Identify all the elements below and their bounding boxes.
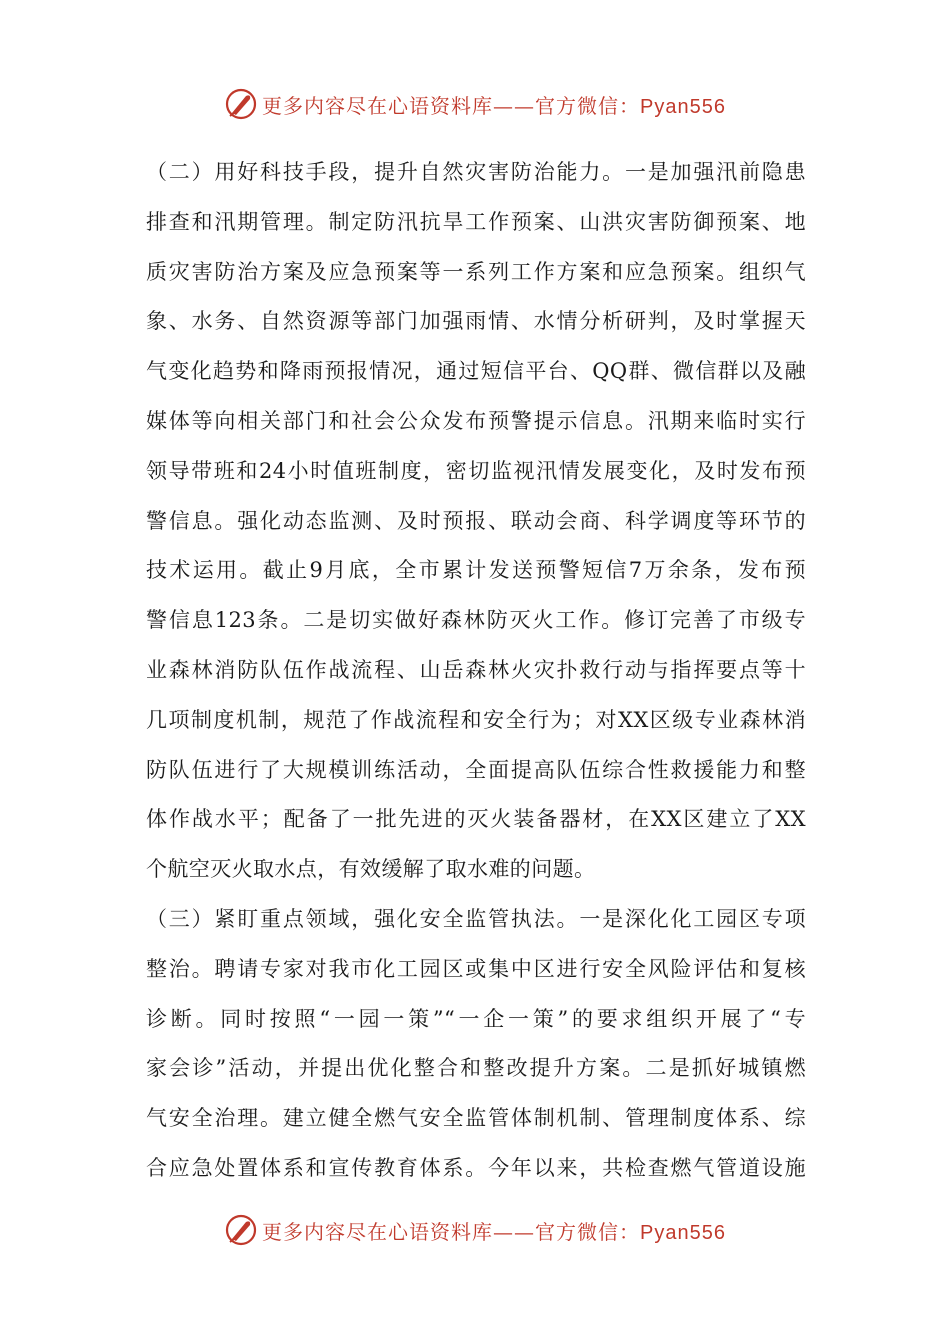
header-watermark-banner (0, 84, 950, 124)
body-line: 整治。聘请专家对我市化工园区或集中区进行安全风险评估和复核 (146, 956, 806, 981)
footer-wechat-id: Pyan556 (640, 1221, 726, 1244)
body-line: 体作战水平；配备了一批先进的灭火装备器材，在XX区建立了XX (146, 807, 806, 832)
body-line: 气变化趋势和降雨预报情况，通过短信平台、QQ群、微信群以及融 (146, 359, 806, 384)
body-line: （二）用好科技手段，提升自然灾害防治能力。一是加强汛前隐患 (146, 160, 806, 184)
footer-dash: —— (493, 1219, 536, 1244)
footer-watermark-banner (0, 1210, 950, 1250)
header-wechat-id: Pyan556 (640, 95, 726, 118)
body-line: 业森林消防队伍作战流程、山岳森林火灾扑救行动与指挥要点等十 (146, 657, 806, 682)
body-line: 象、水务、自然资源等部门加强雨情、水情分析研判，及时掌握天 (146, 309, 806, 334)
body-line: 警信息。强化动态监测、及时预报、联动会商、科学调度等环节的 (146, 508, 806, 533)
body-line: 技术运用。截止9月底，全市累计发送预警短信7万余条，发布预 (146, 558, 806, 583)
body-line: 几项制度机制，规范了作战流程和安全行为；对XX区级专业森林消 (146, 707, 806, 732)
header-banner-text (262, 90, 726, 119)
footer-site-name: 更多内容尽在心语资料库 (262, 1219, 494, 1244)
quill-logo-icon (224, 87, 258, 121)
header-wechat-label: 官方微信： (535, 93, 641, 118)
body-line: 警信息123条。二是切实做好森林防灭火工作。修订完善了市级专 (146, 608, 806, 633)
body-line: 媒体等向相关部门和社会公众发布预警提示信息。汛期来临时实行 (146, 408, 806, 433)
footer-wechat-label: 官方微信： (535, 1219, 641, 1244)
body-line: 合应急处置体系和宣传教育体系。今年以来，共检查燃气管道设施 (146, 1155, 806, 1180)
body-line: 气安全治理。建立健全燃气安全监管体制机制、管理制度体系、综 (146, 1106, 806, 1131)
header-site-name: 更多内容尽在心语资料库 (262, 93, 494, 118)
quill-logo-icon (224, 1213, 258, 1247)
body-line: 个航空灭火取水点，有效缓解了取水难的问题。 (146, 857, 596, 882)
footer-banner-text (262, 1216, 726, 1245)
body-line: （三）紧盯重点领域，强化安全监管执法。一是深化化工园区专项 (146, 906, 806, 931)
body-line: 防队伍进行了大规模训练活动，全面提高队伍综合性救援能力和整 (146, 757, 806, 782)
body-line: 诊断。同时按照“一园一策”“一企一策”的要求组织开展了“专 (146, 1006, 806, 1031)
header-dash: —— (493, 93, 536, 118)
body-line: 领导带班和24小时值班制度，密切监视汛情发展变化，及时发布预 (146, 458, 806, 483)
body-line: 质灾害防治方案及应急预案等一系列工作方案和应急预案。组织气 (146, 259, 806, 284)
body-line: 家会诊”活动，并提出优化整合和整改提升方案。二是抓好城镇燃 (146, 1056, 806, 1081)
document-body (146, 148, 806, 1194)
body-line: 排查和汛期管理。制定防汛抗旱工作预案、山洪灾害防御预案、地 (146, 209, 806, 234)
